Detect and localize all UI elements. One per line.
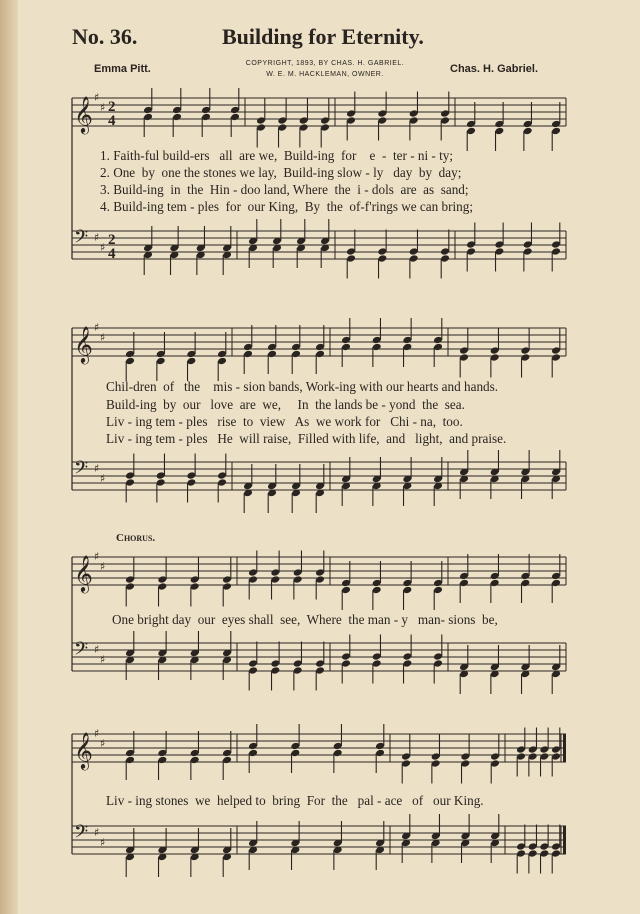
sharp-icon: ♯ [100, 331, 106, 344]
hymn-number: No. 36. [72, 24, 138, 49]
sharp-icon: ♯ [94, 231, 100, 244]
verse-4-line-b: Liv - ing tem - ples He will raise, Filled with life, and light, and praise. [106, 431, 507, 446]
sharp-icon: ♯ [94, 643, 100, 656]
verse-1-line-b: Chil-dren of the mis - sion bands, Work-ing with our hearts and hands. [106, 379, 499, 394]
final-barline [563, 826, 566, 854]
hymn-title: Building for Eternity. [222, 24, 424, 49]
time-signature-top: 2 [108, 99, 116, 115]
verse-2-line-a: 2. One by one the stones we lay, Build-ing slow - ly day by day; [100, 165, 462, 180]
lyricist-name: Emma Pitt. [94, 63, 151, 75]
sharp-icon: ♯ [94, 727, 100, 740]
treble-clef-icon: 𝄞 [74, 554, 93, 592]
verse-1-line-a: 1. Faith-ful build-ers all are we, Build-ing for e - ter - ni - ty; [100, 148, 454, 163]
sharp-icon: ♯ [100, 737, 106, 750]
time-signature-bottom: 4 [108, 246, 116, 262]
copyright-line-2: W. E. M. HACKLEMAN, OWNER. [266, 71, 384, 78]
time-signature-bottom: 4 [108, 113, 116, 129]
treble-clef-icon: 𝄞 [74, 731, 93, 769]
copyright-line-1: COPYRIGHT, 1893, BY CHAS. H. GABRIEL. [245, 60, 405, 67]
sharp-icon: ♯ [94, 462, 100, 475]
chorus-line-1: One bright day our eyes shall see, Where the man - y man- sions be, [112, 612, 498, 627]
sharp-icon: ♯ [100, 472, 106, 485]
chorus-line-2: Liv - ing stones we helped to bring For the pal - ace of our King. [106, 793, 484, 808]
verse-3-line-a: 3. Build-ing in the Hin - doo land, Where the i - dols are as sand; [100, 182, 469, 197]
treble-clef-icon: 𝄞 [74, 95, 93, 133]
sharp-icon: ♯ [100, 101, 106, 114]
composer-name: Chas. H. Gabriel. [450, 63, 539, 75]
chorus-label: Chorus. [116, 532, 156, 544]
sharp-icon: ♯ [94, 826, 100, 839]
sharp-icon: ♯ [94, 550, 100, 563]
verse-4-line-a: 4. Build-ing tem - ples for our King, By the of-f'rings we can bring; [100, 199, 474, 214]
verse-3-line-b: Liv - ing tem - ples rise to view As we work for Chi - na, too. [106, 414, 463, 429]
sharp-icon: ♯ [94, 91, 100, 104]
sharp-icon: ♯ [94, 321, 100, 334]
bass-clef-icon: 𝄢 [74, 822, 89, 847]
bass-clef-icon: 𝄢 [74, 227, 89, 252]
sharp-icon: ♯ [100, 653, 106, 666]
sharp-icon: ♯ [100, 836, 106, 849]
sharp-icon: ♯ [100, 241, 106, 254]
final-barline [563, 734, 566, 762]
treble-clef-icon: 𝄞 [74, 325, 93, 363]
time-signature-top: 2 [108, 232, 116, 248]
sharp-icon: ♯ [100, 560, 106, 573]
verse-2-line-b: Build-ing by our love are we, In the lands be - yond the sea. [106, 397, 465, 412]
bass-clef-icon: 𝄢 [74, 458, 89, 483]
bass-clef-icon: 𝄢 [74, 639, 89, 664]
